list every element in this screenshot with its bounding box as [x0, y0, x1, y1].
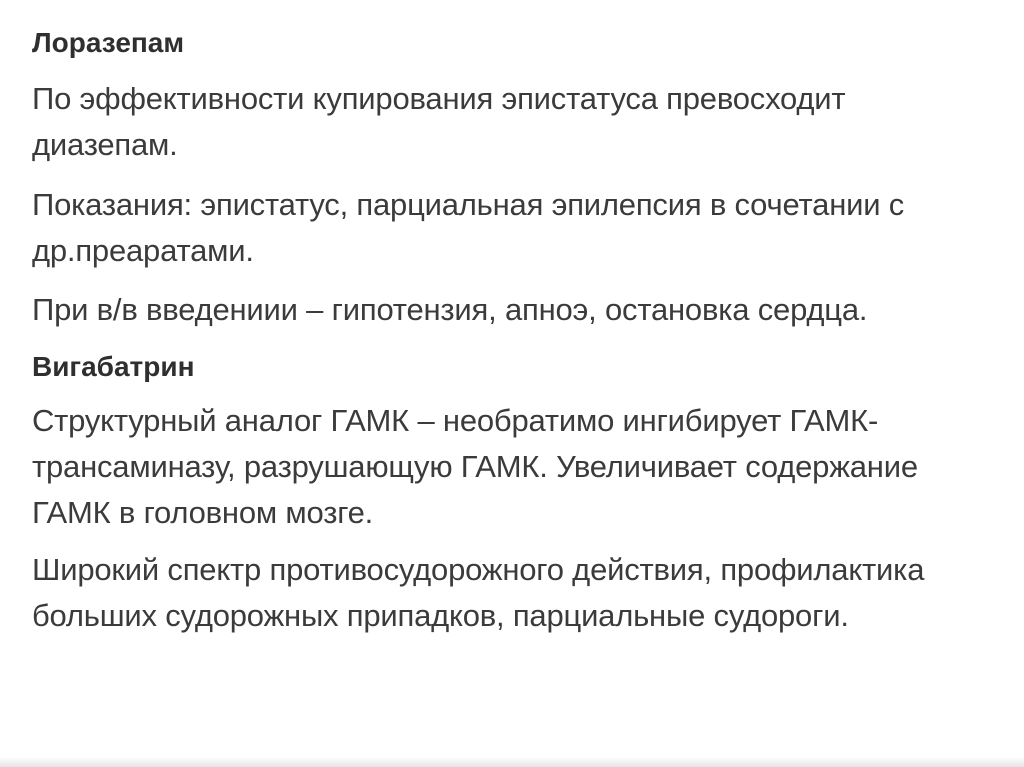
paragraph-side-effects: При в/в введениии – гипотензия, апноэ, остановка сердца. — [32, 292, 868, 327]
section-heading-lorazepam: Лоразепам — [32, 27, 185, 58]
paragraph-spectrum: Широкий спектр противосудорожного действия, профилактика больших судорожных припадков, парциальные судороги. — [32, 552, 925, 633]
slide-content — [32, 20, 992, 649]
section-heading-vigabatrin: Вигабатрин — [32, 351, 195, 382]
slide-bottom-shadow — [0, 757, 1024, 767]
paragraph-indications: Показания: эпистатус, парциальная эпилепсия в сочетании с др.преаратами. — [32, 187, 905, 268]
paragraph-mechanism: Структурный аналог ГАМК – необратимо ингибирует ГАМК-трансаминазу, разрушающую ГАМК. Увеличивает содержание ГАМК в головном мозге. — [32, 403, 918, 530]
paragraph-efficacy: По эффективности купирования эпистатуса превосходит диазепам. — [32, 81, 846, 162]
